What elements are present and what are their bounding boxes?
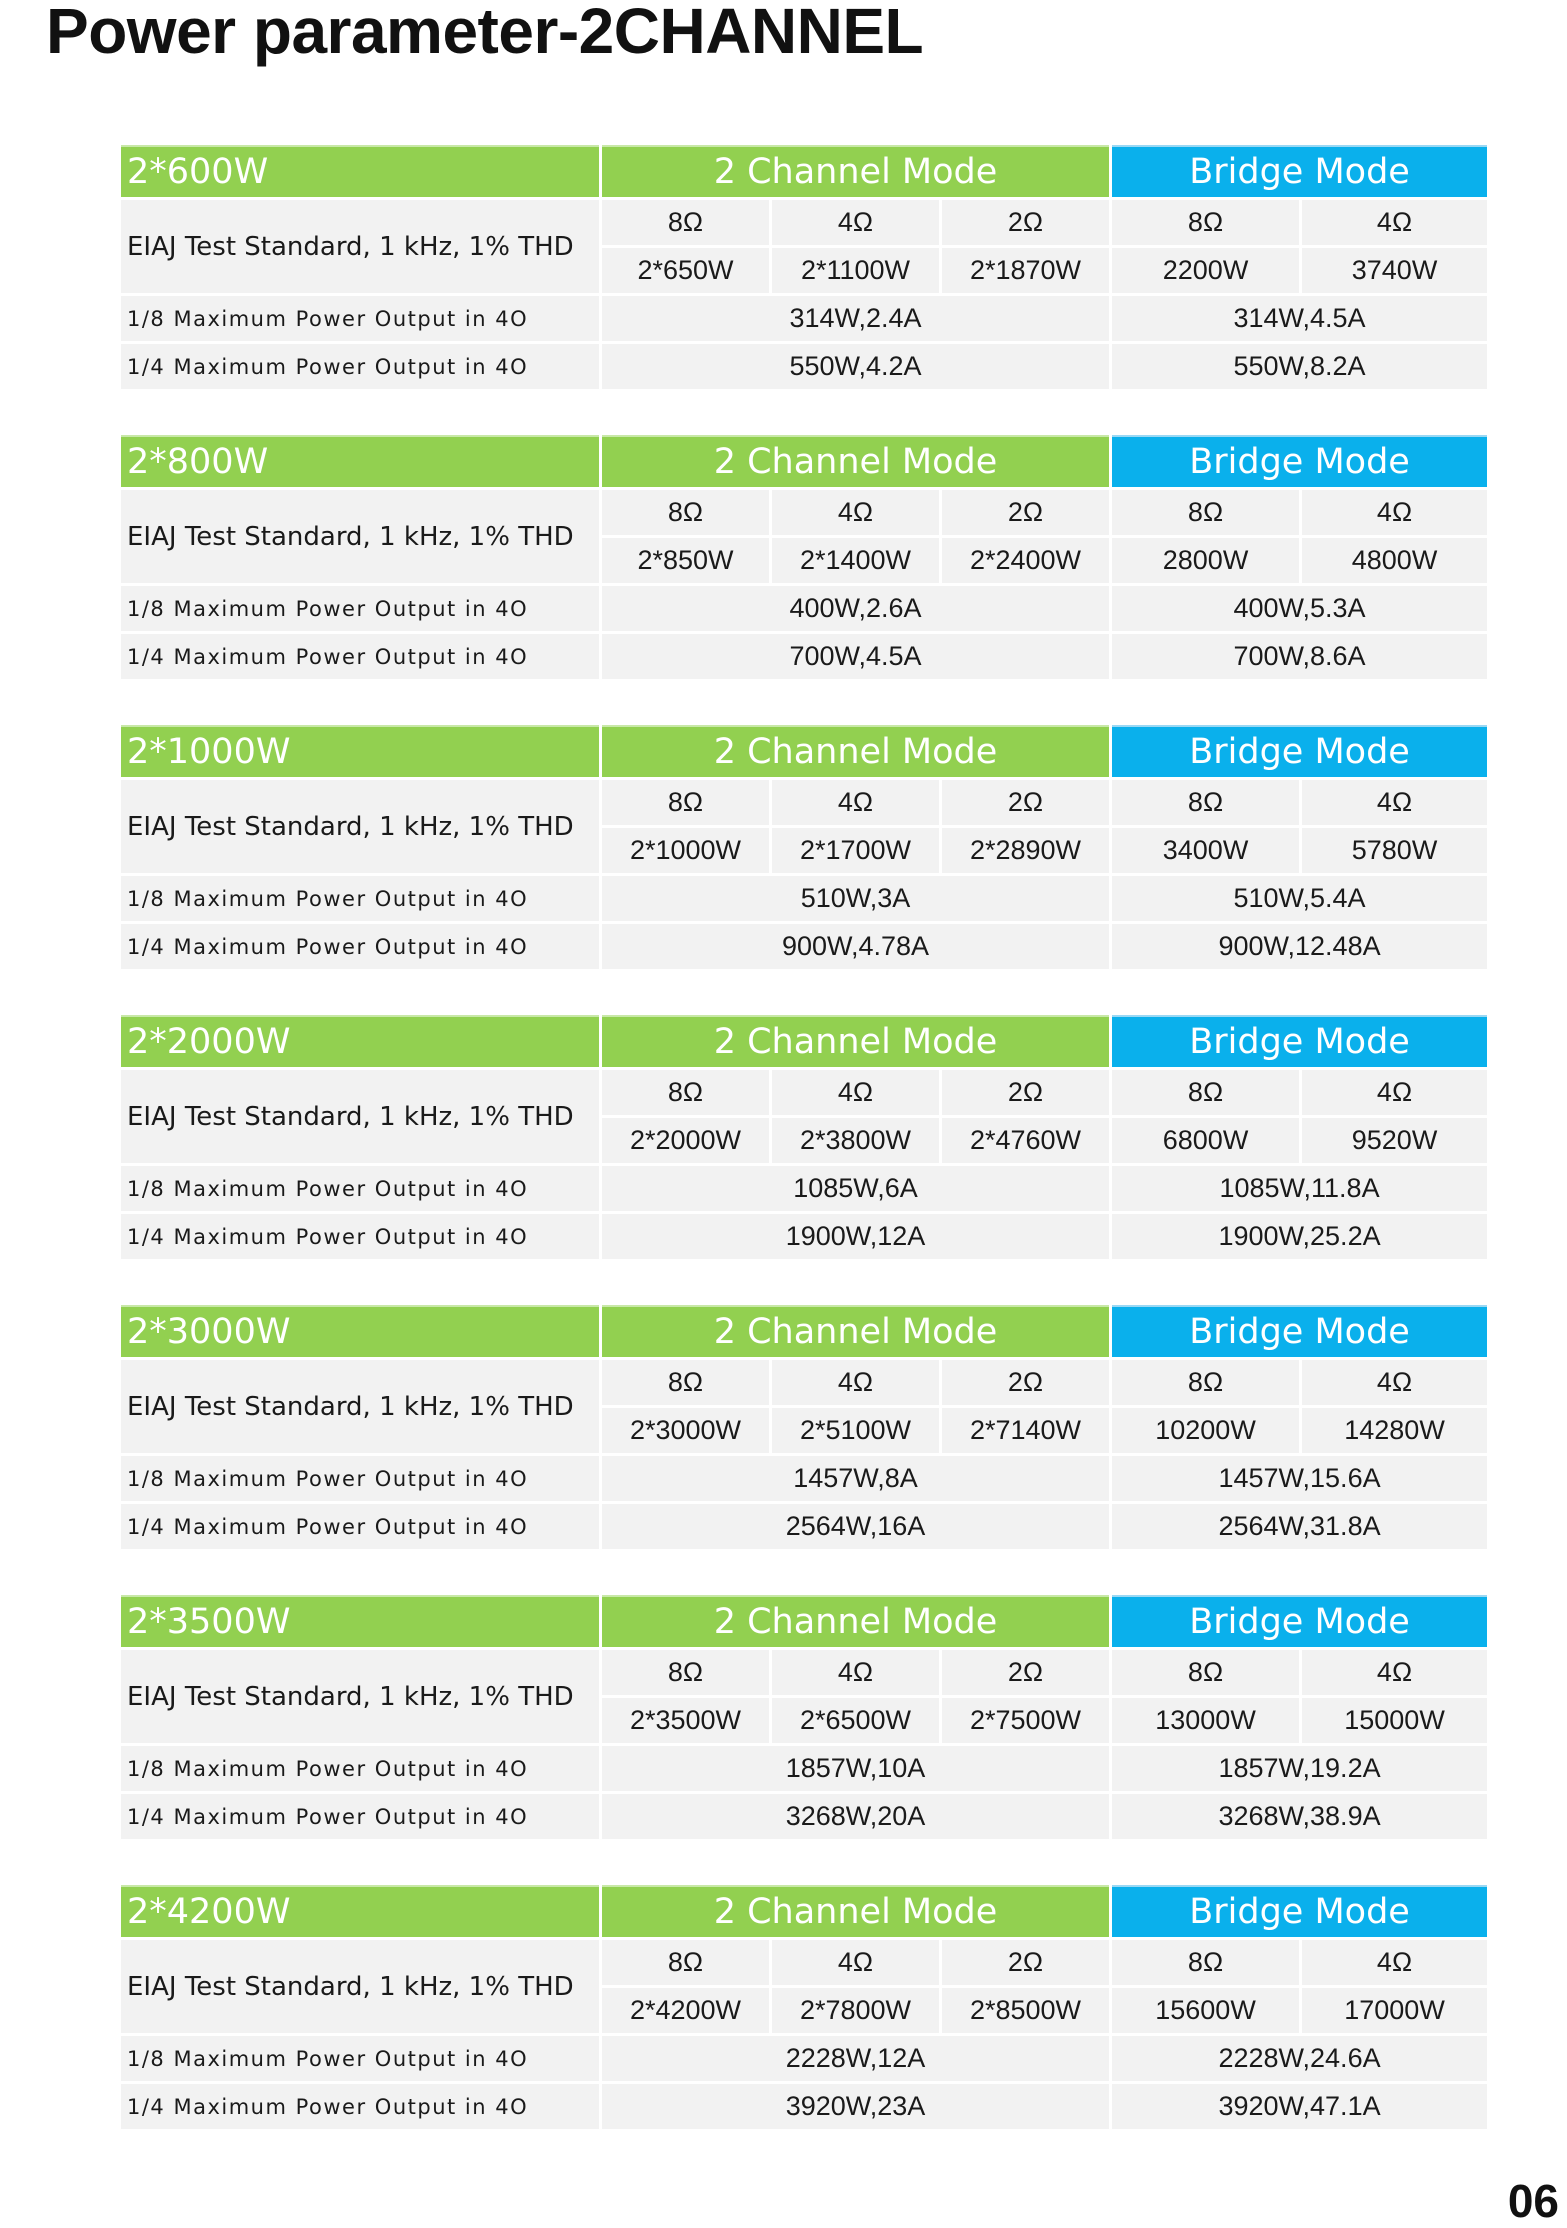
impedance-cell: 4Ω xyxy=(1302,780,1487,825)
bridge-mode-header: Bridge Mode xyxy=(1112,1015,1487,1067)
power-cell: 2*8500W xyxy=(942,1988,1109,2033)
impedance-cell: 8Ω xyxy=(602,780,769,825)
power-cell: 4800W xyxy=(1302,538,1487,583)
model-name: 2*3500W xyxy=(121,1595,599,1647)
impedance-cell: 4Ω xyxy=(772,1070,939,1115)
quarter-power-label: 1/4 Maximum Power Output in 4O xyxy=(121,344,599,389)
impedance-cell: 4Ω xyxy=(772,200,939,245)
impedance-cell: 8Ω xyxy=(1112,200,1299,245)
power-cell: 2*4200W xyxy=(602,1988,769,2033)
bridge-mode-header: Bridge Mode xyxy=(1112,725,1487,777)
impedance-cell: 4Ω xyxy=(1302,1940,1487,1985)
power-cell: 2*1870W xyxy=(942,248,1109,293)
quarter-bridge-cell: 2564W,31.8A xyxy=(1112,1504,1487,1549)
test-standard-label: EIAJ Test Standard, 1 kHz, 1% THD xyxy=(121,1940,599,2033)
power-cell: 2*3000W xyxy=(602,1408,769,1453)
quarter-power-label: 1/4 Maximum Power Output in 4O xyxy=(121,634,599,679)
eighth-power-row xyxy=(121,1746,1487,1791)
eighth-power-row xyxy=(121,876,1487,921)
table-header-row xyxy=(121,435,1487,487)
spec-table xyxy=(118,432,1490,682)
spec-table xyxy=(118,142,1490,392)
impedance-cell: 8Ω xyxy=(602,1650,769,1695)
spec-table xyxy=(118,1012,1490,1262)
bridge-mode-header: Bridge Mode xyxy=(1112,1305,1487,1357)
power-cell: 2200W xyxy=(1112,248,1299,293)
test-standard-label: EIAJ Test Standard, 1 kHz, 1% THD xyxy=(121,200,599,293)
power-cell: 15600W xyxy=(1112,1988,1299,2033)
eighth-power-row xyxy=(121,1166,1487,1211)
power-cell: 2*1100W xyxy=(772,248,939,293)
impedance-cell: 2Ω xyxy=(942,1070,1109,1115)
impedance-cell: 4Ω xyxy=(1302,1360,1487,1405)
quarter-channel-cell: 2564W,16A xyxy=(602,1504,1109,1549)
quarter-power-label: 1/4 Maximum Power Output in 4O xyxy=(121,924,599,969)
impedance-cell: 4Ω xyxy=(772,490,939,535)
page-number: 06 xyxy=(1507,2175,1559,2227)
eighth-power-label: 1/8 Maximum Power Output in 4O xyxy=(121,876,599,921)
spec-table xyxy=(118,722,1490,972)
impedance-cell: 8Ω xyxy=(602,200,769,245)
eighth-power-row xyxy=(121,296,1487,341)
impedance-row xyxy=(121,1360,1487,1405)
power-cell: 3740W xyxy=(1302,248,1487,293)
impedance-cell: 8Ω xyxy=(602,1070,769,1115)
impedance-cell: 2Ω xyxy=(942,1940,1109,1985)
eighth-power-label: 1/8 Maximum Power Output in 4O xyxy=(121,296,599,341)
power-cell: 2*2000W xyxy=(602,1118,769,1163)
spec-table xyxy=(118,1592,1490,1842)
quarter-channel-cell: 550W,4.2A xyxy=(602,344,1109,389)
impedance-cell: 2Ω xyxy=(942,490,1109,535)
impedance-cell: 8Ω xyxy=(1112,1360,1299,1405)
impedance-cell: 8Ω xyxy=(602,490,769,535)
quarter-power-row xyxy=(121,1214,1487,1259)
power-cell: 17000W xyxy=(1302,1988,1487,2033)
power-cell: 2*1700W xyxy=(772,828,939,873)
impedance-cell: 4Ω xyxy=(772,1650,939,1695)
power-cell: 3400W xyxy=(1112,828,1299,873)
quarter-bridge-cell: 700W,8.6A xyxy=(1112,634,1487,679)
bridge-mode-header: Bridge Mode xyxy=(1112,1595,1487,1647)
power-cell: 2*2400W xyxy=(942,538,1109,583)
eighth-channel-cell: 2228W,12A xyxy=(602,2036,1109,2081)
model-name: 2*600W xyxy=(121,145,599,197)
channel-mode-header: 2 Channel Mode xyxy=(602,145,1109,197)
channel-mode-header: 2 Channel Mode xyxy=(602,1885,1109,1937)
quarter-channel-cell: 3920W,23A xyxy=(602,2084,1109,2129)
eighth-bridge-cell: 1857W,19.2A xyxy=(1112,1746,1487,1791)
impedance-cell: 4Ω xyxy=(1302,1650,1487,1695)
power-cell: 2*3800W xyxy=(772,1118,939,1163)
channel-mode-header: 2 Channel Mode xyxy=(602,725,1109,777)
bridge-mode-header: Bridge Mode xyxy=(1112,435,1487,487)
impedance-cell: 2Ω xyxy=(942,780,1109,825)
power-cell: 2*2890W xyxy=(942,828,1109,873)
bridge-mode-header: Bridge Mode xyxy=(1112,1885,1487,1937)
quarter-bridge-cell: 900W,12.48A xyxy=(1112,924,1487,969)
quarter-power-label: 1/4 Maximum Power Output in 4O xyxy=(121,1504,599,1549)
quarter-power-row xyxy=(121,924,1487,969)
eighth-bridge-cell: 2228W,24.6A xyxy=(1112,2036,1487,2081)
quarter-bridge-cell: 3268W,38.9A xyxy=(1112,1794,1487,1839)
quarter-channel-cell: 900W,4.78A xyxy=(602,924,1109,969)
table-header-row xyxy=(121,725,1487,777)
impedance-row xyxy=(121,490,1487,535)
eighth-bridge-cell: 1085W,11.8A xyxy=(1112,1166,1487,1211)
quarter-power-row xyxy=(121,634,1487,679)
quarter-bridge-cell: 3920W,47.1A xyxy=(1112,2084,1487,2129)
power-cell: 2*4760W xyxy=(942,1118,1109,1163)
impedance-cell: 4Ω xyxy=(1302,490,1487,535)
eighth-power-label: 1/8 Maximum Power Output in 4O xyxy=(121,2036,599,2081)
table-header-row xyxy=(121,1885,1487,1937)
test-standard-label: EIAJ Test Standard, 1 kHz, 1% THD xyxy=(121,1650,599,1743)
channel-mode-header: 2 Channel Mode xyxy=(602,1595,1109,1647)
test-standard-label: EIAJ Test Standard, 1 kHz, 1% THD xyxy=(121,1070,599,1163)
quarter-channel-cell: 3268W,20A xyxy=(602,1794,1109,1839)
impedance-cell: 4Ω xyxy=(772,1940,939,1985)
impedance-cell: 8Ω xyxy=(1112,780,1299,825)
power-cell: 13000W xyxy=(1112,1698,1299,1743)
eighth-channel-cell: 1857W,10A xyxy=(602,1746,1109,1791)
table-header-row xyxy=(121,1015,1487,1067)
eighth-power-label: 1/8 Maximum Power Output in 4O xyxy=(121,1166,599,1211)
power-cell: 2*7140W xyxy=(942,1408,1109,1453)
power-cell: 2*650W xyxy=(602,248,769,293)
spec-table xyxy=(118,1882,1490,2132)
power-cell: 14280W xyxy=(1302,1408,1487,1453)
quarter-bridge-cell: 1900W,25.2A xyxy=(1112,1214,1487,1259)
power-cell: 2*7500W xyxy=(942,1698,1109,1743)
eighth-bridge-cell: 314W,4.5A xyxy=(1112,296,1487,341)
impedance-cell: 4Ω xyxy=(772,1360,939,1405)
eighth-power-row xyxy=(121,2036,1487,2081)
power-cell: 2*1000W xyxy=(602,828,769,873)
power-cell: 5780W xyxy=(1302,828,1487,873)
impedance-row xyxy=(121,1650,1487,1695)
quarter-power-row xyxy=(121,1794,1487,1839)
power-cell: 15000W xyxy=(1302,1698,1487,1743)
impedance-cell: 8Ω xyxy=(1112,490,1299,535)
eighth-power-label: 1/8 Maximum Power Output in 4O xyxy=(121,586,599,631)
bridge-mode-header: Bridge Mode xyxy=(1112,145,1487,197)
model-name: 2*800W xyxy=(121,435,599,487)
impedance-cell: 4Ω xyxy=(1302,200,1487,245)
power-cell: 10200W xyxy=(1112,1408,1299,1453)
channel-mode-header: 2 Channel Mode xyxy=(602,1305,1109,1357)
impedance-cell: 4Ω xyxy=(772,780,939,825)
impedance-cell: 8Ω xyxy=(1112,1940,1299,1985)
eighth-bridge-cell: 1457W,15.6A xyxy=(1112,1456,1487,1501)
quarter-power-row xyxy=(121,344,1487,389)
channel-mode-header: 2 Channel Mode xyxy=(602,1015,1109,1067)
eighth-power-label: 1/8 Maximum Power Output in 4O xyxy=(121,1746,599,1791)
impedance-cell: 2Ω xyxy=(942,1360,1109,1405)
model-name: 2*4200W xyxy=(121,1885,599,1937)
test-standard-label: EIAJ Test Standard, 1 kHz, 1% THD xyxy=(121,490,599,583)
impedance-cell: 8Ω xyxy=(602,1940,769,1985)
power-cell: 2*5100W xyxy=(772,1408,939,1453)
eighth-bridge-cell: 400W,5.3A xyxy=(1112,586,1487,631)
spec-tables xyxy=(121,142,1487,2172)
test-standard-label: EIAJ Test Standard, 1 kHz, 1% THD xyxy=(121,780,599,873)
eighth-channel-cell: 1085W,6A xyxy=(602,1166,1109,1211)
quarter-power-label: 1/4 Maximum Power Output in 4O xyxy=(121,2084,599,2129)
eighth-power-row xyxy=(121,1456,1487,1501)
power-cell: 2800W xyxy=(1112,538,1299,583)
quarter-bridge-cell: 550W,8.2A xyxy=(1112,344,1487,389)
spec-table xyxy=(118,1302,1490,1552)
eighth-channel-cell: 314W,2.4A xyxy=(602,296,1109,341)
eighth-power-label: 1/8 Maximum Power Output in 4O xyxy=(121,1456,599,1501)
quarter-channel-cell: 700W,4.5A xyxy=(602,634,1109,679)
eighth-channel-cell: 510W,3A xyxy=(602,876,1109,921)
page-title: Power parameter-2CHANNEL xyxy=(46,0,924,67)
power-cell: 2*7800W xyxy=(772,1988,939,2033)
impedance-cell: 2Ω xyxy=(942,200,1109,245)
table-header-row xyxy=(121,1305,1487,1357)
power-cell: 2*850W xyxy=(602,538,769,583)
power-cell: 2*6500W xyxy=(772,1698,939,1743)
model-name: 2*3000W xyxy=(121,1305,599,1357)
impedance-row xyxy=(121,1070,1487,1115)
quarter-power-row xyxy=(121,1504,1487,1549)
eighth-channel-cell: 1457W,8A xyxy=(602,1456,1109,1501)
table-header-row xyxy=(121,1595,1487,1647)
impedance-cell: 4Ω xyxy=(1302,1070,1487,1115)
impedance-row xyxy=(121,200,1487,245)
power-cell: 6800W xyxy=(1112,1118,1299,1163)
power-cell: 2*3500W xyxy=(602,1698,769,1743)
impedance-row xyxy=(121,1940,1487,1985)
quarter-power-label: 1/4 Maximum Power Output in 4O xyxy=(121,1214,599,1259)
power-cell: 2*1400W xyxy=(772,538,939,583)
eighth-bridge-cell: 510W,5.4A xyxy=(1112,876,1487,921)
test-standard-label: EIAJ Test Standard, 1 kHz, 1% THD xyxy=(121,1360,599,1453)
impedance-cell: 8Ω xyxy=(1112,1070,1299,1115)
model-name: 2*1000W xyxy=(121,725,599,777)
impedance-row xyxy=(121,780,1487,825)
table-header-row xyxy=(121,145,1487,197)
impedance-cell: 2Ω xyxy=(942,1650,1109,1695)
impedance-cell: 8Ω xyxy=(1112,1650,1299,1695)
quarter-power-label: 1/4 Maximum Power Output in 4O xyxy=(121,1794,599,1839)
quarter-channel-cell: 1900W,12A xyxy=(602,1214,1109,1259)
quarter-power-row xyxy=(121,2084,1487,2129)
eighth-channel-cell: 400W,2.6A xyxy=(602,586,1109,631)
impedance-cell: 8Ω xyxy=(602,1360,769,1405)
model-name: 2*2000W xyxy=(121,1015,599,1067)
power-cell: 9520W xyxy=(1302,1118,1487,1163)
eighth-power-row xyxy=(121,586,1487,631)
channel-mode-header: 2 Channel Mode xyxy=(602,435,1109,487)
